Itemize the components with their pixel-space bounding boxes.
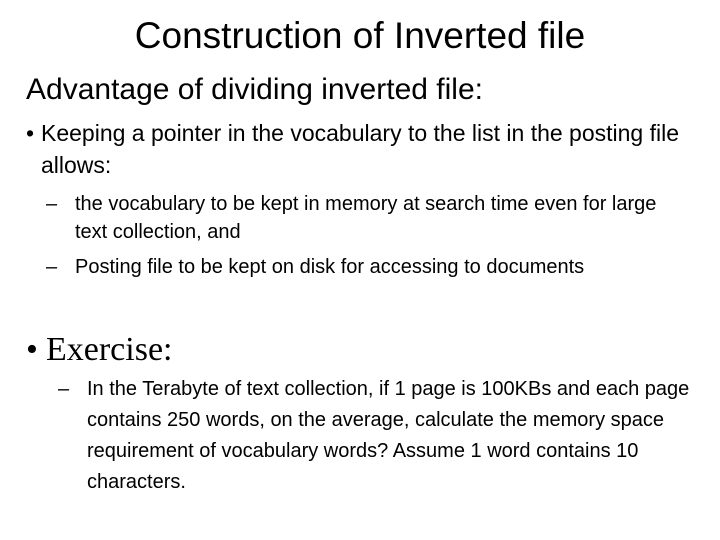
dash-icon: – [58, 378, 70, 400]
sub-bullet-row [46, 190, 686, 246]
bullet-row [26, 328, 696, 372]
dash-icon: – [46, 193, 58, 215]
sub-bullet-exercise-question [58, 374, 698, 498]
sub-bullet-text: In the Terabyte of text collection, if 1 page is 100KBs and each page contains 250 words, on the average, calculate the memory space requirement of vocabulary words? Assume 1 word contains 10 characters. [87, 378, 690, 493]
bullet-icon: • [26, 120, 35, 146]
sub-bullet-vocabulary-memory [46, 190, 686, 246]
sub-bullet-text: the vocabulary to be kept in memory at search time even for large text collection, and [75, 193, 657, 243]
slide-subheading: Advantage of dividing inverted file: [26, 73, 483, 106]
bullet-pointer-advantage [26, 117, 696, 181]
bullet-text: Exercise: [46, 331, 173, 368]
dash-icon: – [46, 256, 58, 278]
sub-bullet-row [46, 253, 686, 281]
sub-bullet-row [58, 374, 698, 498]
sub-bullet-posting-disk [46, 253, 686, 281]
bullet-icon: • [26, 331, 38, 368]
bullet-exercise [26, 328, 696, 372]
sub-bullet-text: Posting file to be kept on disk for accessing to documents [75, 256, 585, 278]
bullet-text: Keeping a pointer in the vocabulary to the list in the posting file allows: [41, 120, 680, 178]
slide-title: Construction of Inverted file [134, 15, 586, 56]
bullet-row [26, 117, 696, 181]
